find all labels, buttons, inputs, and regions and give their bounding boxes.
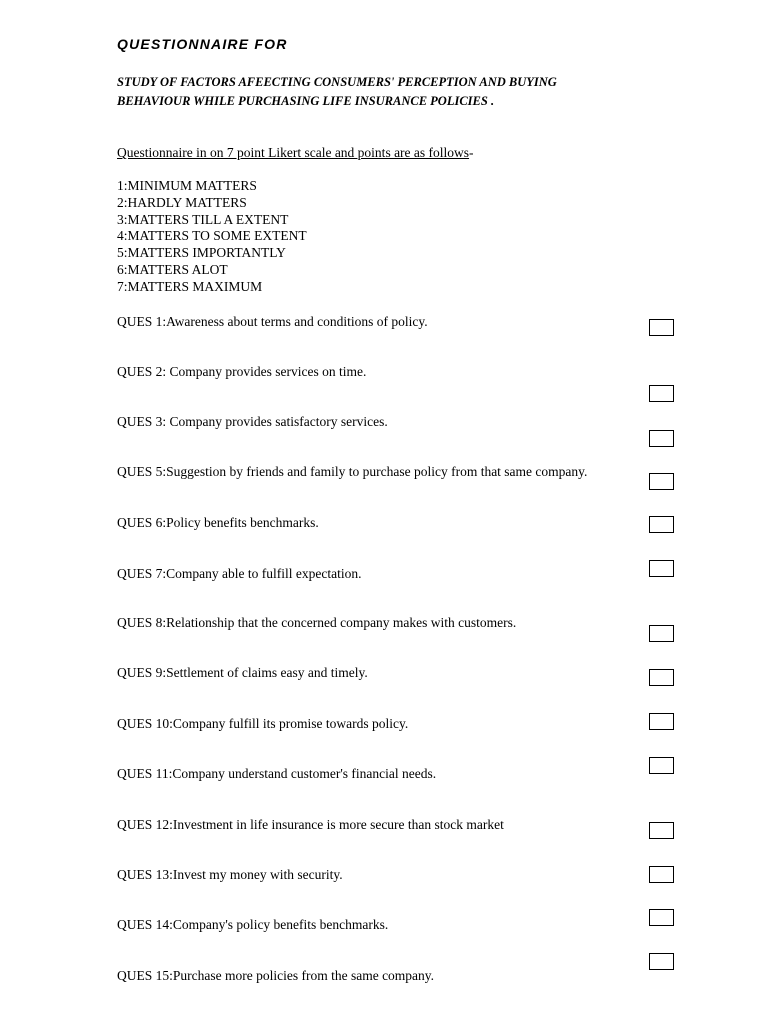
question-14: QUES 14:Company's policy benefits benchmarks. bbox=[117, 917, 389, 932]
scale-point: 3:MATTERS TILL A EXTENT bbox=[117, 211, 289, 227]
answer-box-1[interactable] bbox=[649, 319, 674, 336]
answer-box-7[interactable] bbox=[649, 560, 674, 577]
question-6: QUES 6:Policy benefits benchmarks. bbox=[117, 515, 319, 530]
study-title bbox=[117, 73, 557, 111]
answer-box-6[interactable] bbox=[649, 516, 674, 533]
scale-point: 1:MINIMUM MATTERS bbox=[117, 178, 257, 193]
answer-box-12[interactable] bbox=[649, 822, 674, 839]
answer-box-2[interactable] bbox=[649, 385, 674, 402]
question-10: QUES 10:Company fulfill its promise towards policy. bbox=[117, 716, 409, 731]
questionnaire-heading: QUESTIONNAIRE FOR bbox=[117, 36, 288, 52]
scale-point: 4:MATTERS TO SOME EXTENT bbox=[117, 228, 307, 244]
answer-box-8[interactable] bbox=[649, 625, 674, 642]
answer-box-13[interactable] bbox=[649, 866, 674, 883]
answer-box-9[interactable] bbox=[649, 669, 674, 686]
question-8: QUES 8:Relationship that the concerned company makes with customers. bbox=[117, 615, 517, 630]
study-title-line-1: STUDY OF FACTORS AFEECTING CONSUMERS' PERCEPTION AND BUYING bbox=[117, 75, 557, 89]
answer-box-15[interactable] bbox=[649, 953, 674, 970]
scale-point: 7:MATTERS MAXIMUM bbox=[117, 278, 263, 294]
question-2: QUES 2: Company provides services on time. bbox=[117, 364, 367, 379]
question-12: QUES 12:Investment in life insurance is more secure than stock market bbox=[117, 817, 504, 832]
scale-point: 5:MATTERS IMPORTANTLY bbox=[117, 245, 286, 261]
likert-scale-list bbox=[117, 178, 307, 296]
answer-box-10[interactable] bbox=[649, 713, 674, 730]
answer-box-5[interactable] bbox=[649, 473, 674, 490]
likert-intro-suffix: - bbox=[469, 145, 474, 160]
answer-box-11[interactable] bbox=[649, 757, 674, 774]
answer-box-14[interactable] bbox=[649, 909, 674, 926]
likert-intro-text: Questionnaire in on 7 point Likert scale and points are as follows bbox=[117, 145, 470, 160]
question-1: QUES 1:Awareness about terms and conditions of policy. bbox=[117, 314, 428, 329]
answer-box-3[interactable] bbox=[649, 430, 674, 447]
question-15: QUES 15:Purchase more policies from the same company. bbox=[117, 968, 435, 983]
question-11: QUES 11:Company understand customer's financial needs. bbox=[117, 766, 437, 781]
scale-point: 6:MATTERS ALOT bbox=[117, 261, 228, 277]
question-9: QUES 9:Settlement of claims easy and timely. bbox=[117, 665, 368, 680]
question-7: QUES 7:Company able to fulfill expectation. bbox=[117, 566, 362, 581]
study-title-line-2: BEHAVIOUR WHILE PURCHASING LIFE INSURANCE POLICIES . bbox=[117, 94, 495, 108]
likert-intro bbox=[117, 145, 474, 161]
question-5: QUES 5:Suggestion by friends and family to purchase policy from that same company. bbox=[117, 464, 588, 479]
question-3: QUES 3: Company provides satisfactory services. bbox=[117, 414, 388, 429]
question-13: QUES 13:Invest my money with security. bbox=[117, 867, 343, 882]
scale-point: 2:HARDLY MATTERS bbox=[117, 194, 247, 210]
